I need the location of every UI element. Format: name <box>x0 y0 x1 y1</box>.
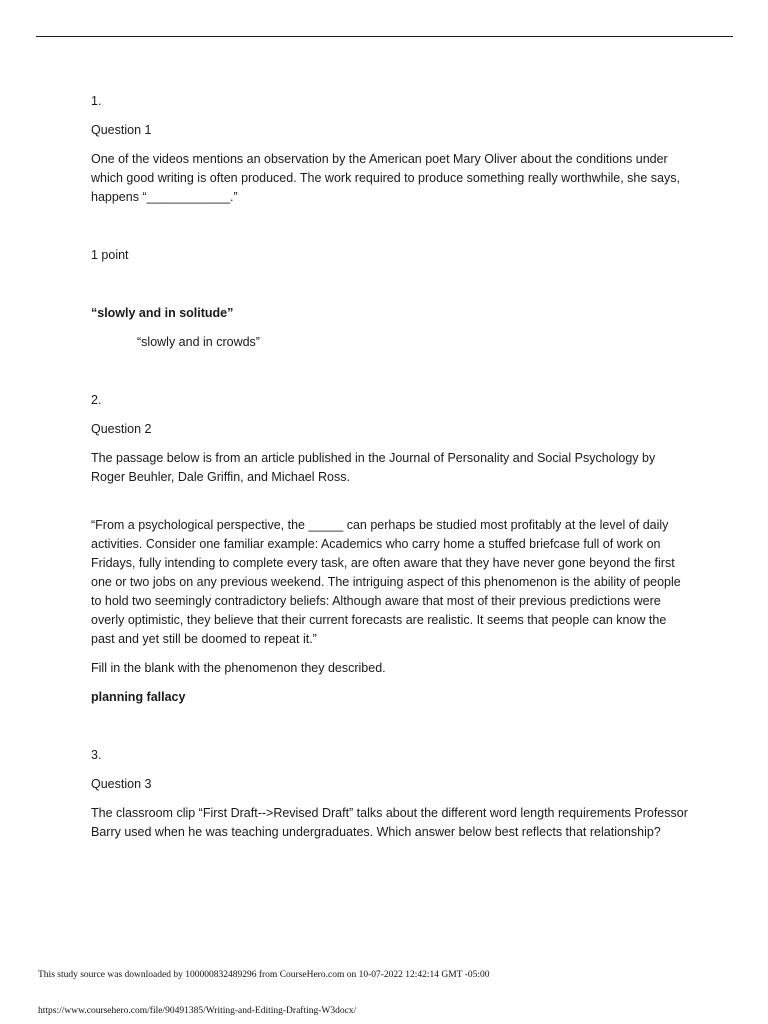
question-2-instruction: Fill in the blank with the phenomenon they described. <box>91 661 386 675</box>
question-2-title: Question 2 <box>91 422 152 436</box>
question-1-points: 1 point <box>91 248 129 262</box>
question-2-intro: The passage below is from an article published in the Journal of Personality and Social Psychology by Roger Beuhler, Dale Griffin, and Michael Ross. <box>91 451 656 484</box>
question-1-number: 1. <box>91 94 102 108</box>
download-source-note: This study source was downloaded by 100000832489296 from CourseHero.com on 10-07-2022 12:42:14 GMT -05:00 <box>38 970 490 980</box>
question-1-selected-answer: “slowly and in solitude” <box>91 306 234 320</box>
question-3-prompt: The classroom clip “First Draft-->Revised Draft” talks about the different word length requirements Professor Barry used when he was teaching undergraduates. Which answer below best reflects that relationship? <box>91 806 688 839</box>
question-3-title: Question 3 <box>91 777 152 791</box>
source-url: https://www.coursehero.com/file/90491385/Writing-and-Editing-Drafting-W3docx/ <box>38 1006 357 1016</box>
question-1-prompt: One of the videos mentions an observation by the American poet Mary Oliver about the conditions under which good writing is often produced. The work required to produce something really worthwhile, she says, happens “____________.” <box>91 152 680 204</box>
question-1-other-option: “slowly and in crowds” <box>137 335 260 349</box>
question-3-number: 3. <box>91 748 102 762</box>
question-2-answer: planning fallacy <box>91 690 186 704</box>
document-body <box>91 92 691 842</box>
question-2-passage: “From a psychological perspective, the _____ can perhaps be studied most profitably at the level of daily activities. Consider one familiar example: Academics who carry home a stuffed briefcase full of work on Fridays, fully intending to complete every task, are often aware that they have never gone beyond the first one or two jobs on any previous weekend. The intriguing aspect of this phenomenon is the ability of people to hold two seemingly contradictory beliefs: Although aware that most of their previous predictions were overly optimistic, they believe that their current forecasts are realistic. It seems that people can know the past and yet still be doomed to repeat it.” <box>91 518 681 646</box>
question-2-number: 2. <box>91 393 102 407</box>
top-divider <box>36 36 733 37</box>
question-1-title: Question 1 <box>91 123 152 137</box>
